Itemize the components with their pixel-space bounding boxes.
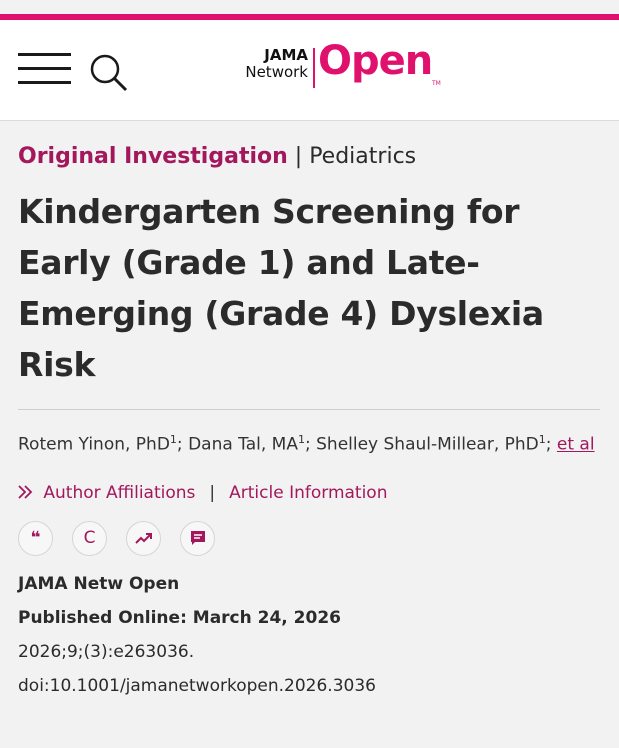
article-header	[18, 140, 600, 703]
search-icon[interactable]	[88, 52, 128, 92]
journal-name: JAMA Netw Open	[18, 573, 180, 594]
citation: 2026;9;(3):e263036.	[18, 641, 195, 662]
divider	[18, 409, 600, 410]
article-category: Original Investigation | Pediatrics	[18, 144, 417, 169]
quote-icon[interactable]: ❝	[18, 521, 53, 556]
chevron-right-icon	[18, 483, 39, 503]
subcategory-label[interactable]: Pediatrics	[309, 144, 417, 169]
article-information-link[interactable]: Article Information	[229, 482, 388, 503]
author-name: Dana Tal, MA	[188, 434, 298, 455]
published-date: Published Online: March 24, 2026	[18, 607, 341, 628]
trending-icon[interactable]	[126, 521, 161, 556]
article-links: Author Affiliations | Article Information	[18, 481, 600, 505]
comment-icon[interactable]	[180, 521, 215, 556]
article-title: Kindergarten Screening for Early (Grade 1) and Late-Emerging (Grade 4) Dyslexia Risk	[18, 192, 544, 384]
jama-network-open-logo[interactable]: JAMA Network Open TM	[245, 38, 441, 87]
publication-info	[18, 567, 600, 703]
copyright-icon[interactable]: C	[72, 521, 107, 556]
action-icons	[18, 521, 600, 555]
site-header	[0, 20, 619, 121]
menu-icon[interactable]	[18, 53, 71, 85]
doi: doi:10.1001/jamanetworkopen.2026.3036	[18, 675, 376, 696]
author-affiliations-link[interactable]: Author Affiliations	[43, 482, 196, 503]
category-label[interactable]: Original Investigation	[18, 144, 288, 169]
author-name: Rotem Yinon, PhD	[18, 434, 170, 455]
author-name: Shelley Shaul-Millear, PhD	[316, 434, 539, 455]
et-al-link[interactable]: et al	[556, 434, 595, 455]
author-list: Rotem Yinon, PhD$^1$; Dana Tal, $MA^1$; Shelley Shaul-Millear, PhD$^1$; et al	[18, 433, 595, 455]
